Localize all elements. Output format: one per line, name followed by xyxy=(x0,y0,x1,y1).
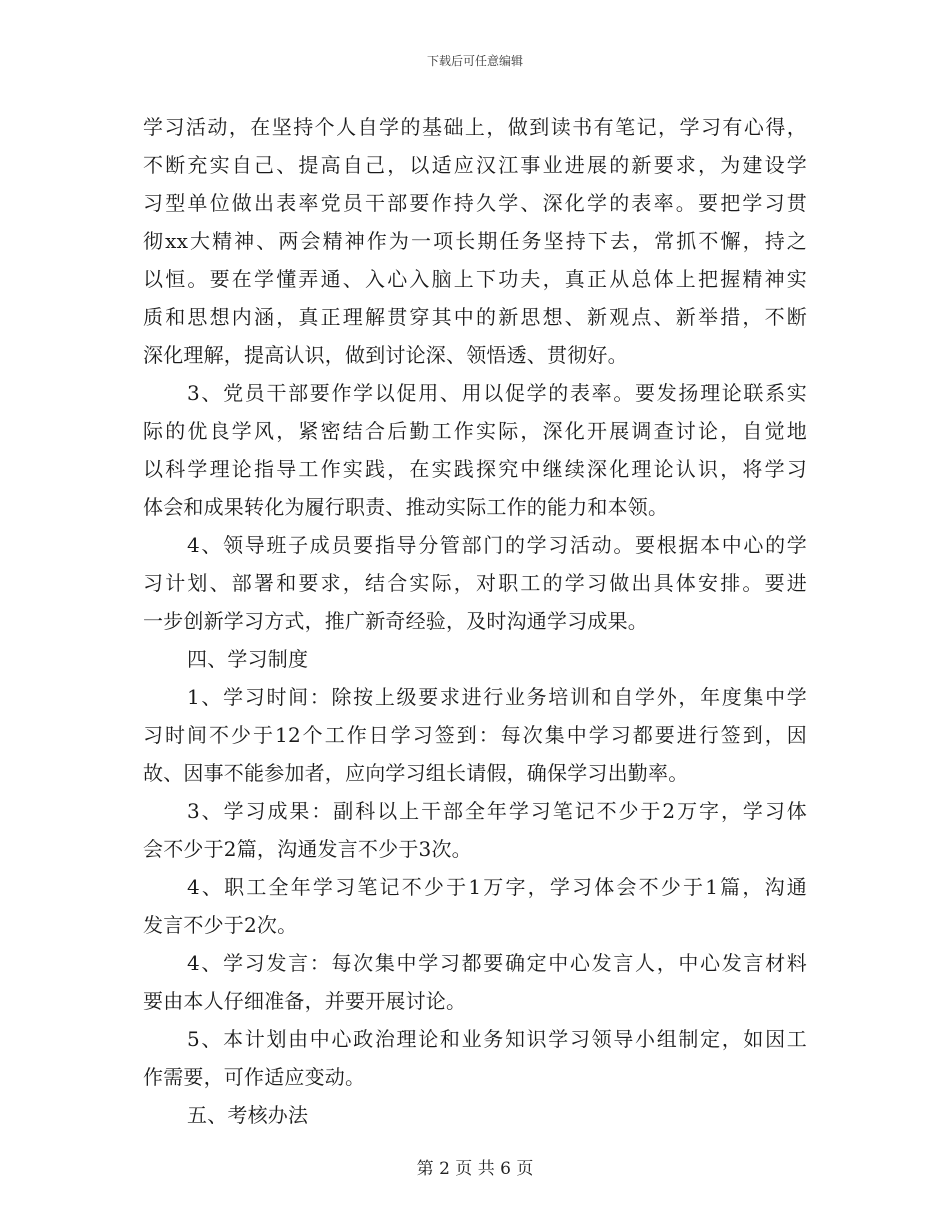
paragraph-line: 习计划、部署和要求，结合实际，对职工的学习做出具体安排。要进 xyxy=(143,571,807,595)
paragraph-line: 会不少于2篇，沟通发言不少于3次。 xyxy=(143,837,472,861)
paragraph xyxy=(143,792,807,868)
paragraph-line: 3、学习成果：副科以上干部全年学习笔记不少于2万字，学习体 xyxy=(187,799,807,823)
paragraph-line: 深化理解，提高认识，做到讨论深、领悟透、贯彻好。 xyxy=(143,343,628,367)
paragraph-line: 要由本人仔细准备，并要开展讨论。 xyxy=(143,989,467,1013)
paragraph-line: 作需要，可作适应变动。 xyxy=(143,1065,366,1089)
paragraph-line: 4、领导班子成员要指导分管部门的学习活动。要根据本中心的学 xyxy=(187,533,807,557)
paragraph-line: 故、因事不能参加者，应向学习组长请假，确保学习出勤率。 xyxy=(143,761,689,785)
paragraph-line: 3、党员干部要作学以促用、用以促学的表率。要发扬理论联系实 xyxy=(187,381,807,405)
paragraph xyxy=(143,640,807,678)
paragraph xyxy=(143,108,807,374)
document-body xyxy=(143,108,807,1134)
paragraph-line: 学习活动，在坚持个人自学的基础上，做到读书有笔记，学习有心得， xyxy=(143,115,807,139)
paragraph-line: 1、学习时间：除按上级要求进行业务培训和自学外，年度集中学 xyxy=(187,685,807,709)
paragraph-line: 4、学习发言：每次集中学习都要确定中心发言人，中心发言材料 xyxy=(187,951,807,975)
paragraph xyxy=(143,1096,807,1134)
paragraph-line: 际的优良学风，紧密结合后勤工作实际，深化开展调查讨论，自觉地 xyxy=(143,419,807,443)
page-header: 下载后可任意编辑 xyxy=(426,54,523,68)
paragraph-line: 以恒。要在学懂弄通、入心入脑上下功夫，真正从总体上把握精神实 xyxy=(143,267,807,291)
paragraph xyxy=(143,868,807,944)
paragraph-line: 彻xx大精神、两会精神作为一项长期任务坚持下去，常抓不懈，持之 xyxy=(143,229,807,253)
paragraph xyxy=(143,1020,807,1096)
paragraph-line: 四、学习制度 xyxy=(187,647,309,671)
paragraph xyxy=(143,374,807,526)
paragraph-line: 习时间不少于12个工作日学习签到：每次集中学习都要进行签到，因 xyxy=(143,723,807,747)
paragraph-line: 习型单位做出表率党员干部要作持久学、深化学的表率。要把学习贯 xyxy=(143,191,807,215)
paragraph xyxy=(143,678,807,792)
paragraph-line: 质和思想内涵，真正理解贯穿其中的新思想、新观点、新举措，不断 xyxy=(143,305,807,329)
paragraph xyxy=(143,944,807,1020)
paragraph-line: 5、本计划由中心政治理论和业务知识学习领导小组制定，如因工 xyxy=(187,1027,807,1051)
paragraph-line: 不断充实自己、提高自己，以适应汉江事业进展的新要求，为建设学 xyxy=(143,153,807,177)
paragraph-line: 发言不少于2次。 xyxy=(143,913,298,937)
paragraph-line: 以科学理论指导工作实践，在实践探究中继续深化理论认识，将学习 xyxy=(143,457,807,481)
paragraph-line: 五、考核办法 xyxy=(187,1103,309,1127)
page-footer: 第 2 页 共 6 页 xyxy=(416,1159,534,1179)
paragraph xyxy=(143,526,807,640)
paragraph-line: 一步创新学习方式，推广新奇经验，及时沟通学习成果。 xyxy=(143,609,648,633)
paragraph-line: 4、职工全年学习笔记不少于1万字，学习体会不少于1篇，沟通 xyxy=(187,875,807,899)
paragraph-line: 体会和成果转化为履行职责、推动实际工作的能力和本领。 xyxy=(143,495,669,519)
